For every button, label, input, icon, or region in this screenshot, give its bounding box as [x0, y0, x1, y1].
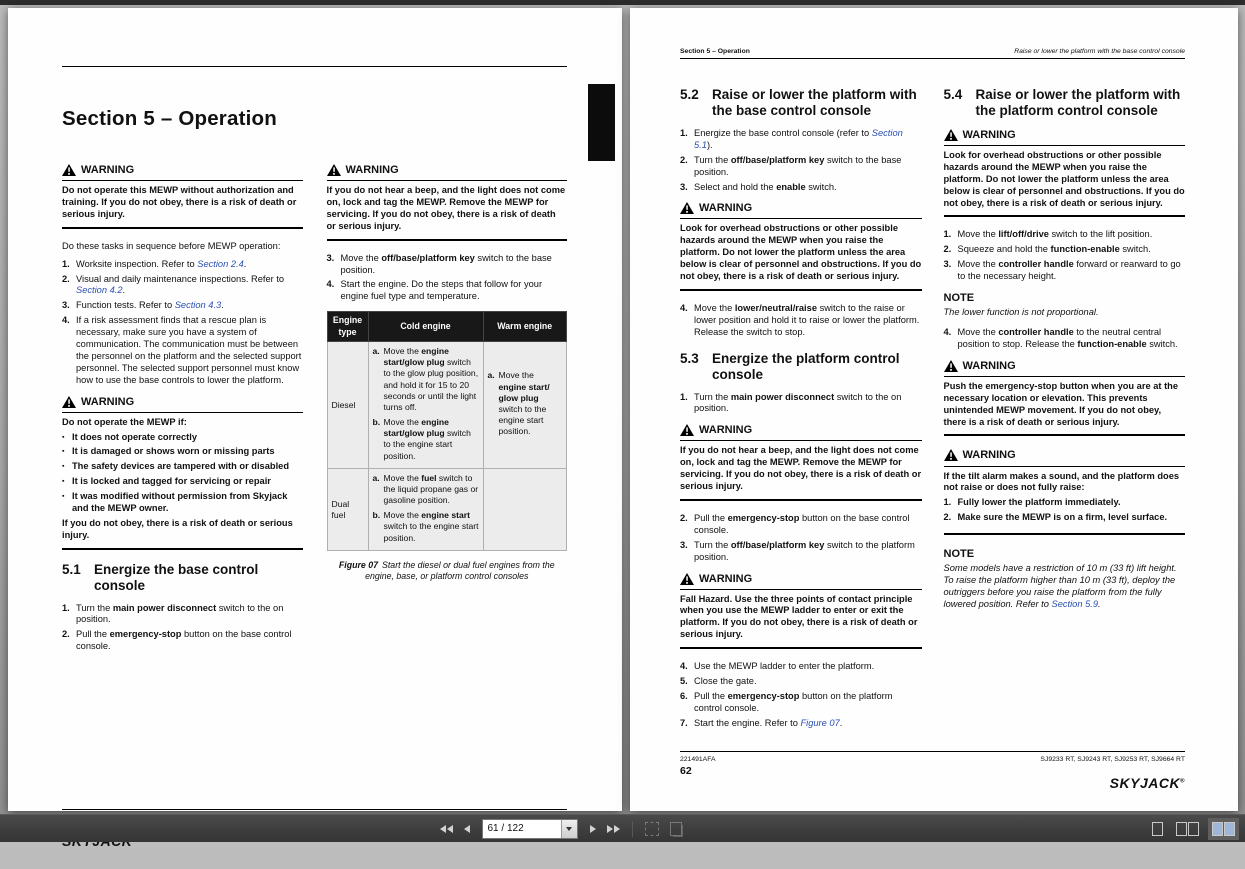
warning-icon	[944, 360, 958, 372]
step-item: 5. Close the gate.	[680, 676, 757, 687]
warning-text: Push the emergency-stop button when you are at the necessary location or elevation. This prevents unintended MEWP movement. If you do not obey, there is a risk of death or serious injury.	[944, 377, 1186, 437]
warm-engine-cell	[483, 342, 567, 469]
engine-step: b. Move the engine start switch to the engine start position.	[372, 510, 479, 543]
engine-step: a. Move the engine start/ glow plug switch to the engine start position.	[487, 370, 550, 437]
engine-start-table	[327, 311, 568, 551]
step-item: 4. Start the engine. Do the steps that follow for your engine fuel type and temperature.	[326, 279, 543, 302]
facing-pages-icon	[1188, 822, 1199, 836]
do-not-operate-list	[62, 432, 303, 515]
note-block	[944, 547, 1186, 611]
step-item: 2. Pull the emergency-stop button on the base control console.	[680, 512, 910, 535]
warning-text: Fall Hazard. Use the three points of contact principle when you use the MEWP ladder to enter or exit the platform. If you do not obey, there is a risk of death or serious injury.	[680, 590, 922, 650]
pdf-page-61	[8, 8, 622, 811]
warning-block	[680, 423, 922, 501]
facing-pages-icon	[1176, 822, 1187, 836]
warning-label: WARNING	[962, 449, 1016, 462]
engine-step: a. Move the engine start/glow plug switch to the glow plug position, and hold it for 15 to 20 seconds or until the light turns off.	[372, 346, 479, 412]
step-item: 2. Turn the off/base/platform key switch to the base position.	[680, 154, 902, 177]
heading-5-1	[62, 562, 303, 595]
raise-lower-base-steps	[680, 128, 922, 193]
snapshot-tool-button[interactable]	[641, 818, 663, 840]
engine-type-cell: Dual fuel	[327, 468, 368, 550]
task-item: 1. Worksite inspection. Refer to Section 2.4.	[62, 258, 247, 269]
warning-label: WARNING	[699, 572, 753, 585]
next-page-button[interactable]	[586, 818, 600, 840]
warning-block	[62, 163, 303, 229]
warning-label: WARNING	[81, 395, 135, 408]
warning-bullet-item: ▪ The safety devices are tampered with or disabled	[62, 461, 290, 472]
warning-block	[680, 572, 922, 650]
heading-5-2	[680, 87, 922, 120]
single-page-view-button[interactable]	[1148, 818, 1167, 840]
doc-link[interactable]: Section 4.2	[76, 285, 123, 296]
step-item: 4. Move the lower/neutral/raise switch to the raise or lower position and hold it to raise or lower the platform. Release the switch to stop.	[680, 302, 920, 337]
warning-bullet-item: ▪ It was modified without permission from Skyjack and the MEWP owner.	[62, 491, 288, 513]
energize-platform-steps-4-7	[680, 661, 922, 729]
diesel-warm-steps	[488, 370, 564, 437]
first-page-icon	[440, 825, 446, 833]
warning-icon	[62, 396, 76, 408]
engine-step: a. Move the fuel switch to the liquid propane gas or gasoline position.	[372, 472, 479, 506]
column-header-engine-type: Engine type	[327, 312, 368, 342]
facing-pages-view-button[interactable]	[1172, 818, 1203, 840]
step-item: 1. Turn the main power disconnect switch to the on position.	[680, 391, 902, 414]
header-rule	[62, 66, 567, 67]
doc-link[interactable]: Section 2.4	[197, 258, 244, 269]
task-item: 2. Visual and daily maintenance inspections. Refer to Section 4.2.	[62, 273, 285, 296]
heading-text: Raise or lower the platform with the platform control console	[975, 87, 1181, 119]
next-page-icon	[590, 825, 596, 833]
table-row-diesel	[327, 342, 567, 469]
book-view-icon	[1224, 822, 1235, 836]
warning-label: WARNING	[962, 359, 1016, 372]
note-text: Some models have a restriction of 10 m (33 ft) lift height. To raise the platform higher than 10 m (33 ft), deploy the outriggers before you raise the platform from the fully lowered position. Refer to Section 5.9.	[943, 563, 1177, 609]
warning-icon	[62, 164, 76, 176]
page61-column-2	[327, 161, 568, 661]
pdf-page-62	[630, 8, 1238, 811]
heading-number: 5.2	[680, 87, 699, 102]
warning-header	[62, 395, 303, 413]
warning-bullet-item: ▪ It is damaged or shows worn or missing parts	[62, 446, 275, 457]
step-item: 7. Start the engine. Refer to Figure 07.	[680, 717, 843, 728]
warning-intro: Do not operate the MEWP if:	[62, 416, 187, 427]
snapshot-icon	[645, 822, 659, 836]
engine-step: b. Move the engine start/glow plug switch to the engine start position.	[372, 417, 471, 461]
table-row-dual-fuel	[327, 468, 567, 550]
warning-bullet-item: ▪ It does not operate correctly	[62, 431, 198, 442]
warning-step-item: 2. Make sure the MEWP is on a firm, level surface.	[943, 512, 1168, 523]
page62-column-2	[944, 75, 1186, 738]
doc-link[interactable]: Section 5.1	[694, 127, 903, 150]
warning-step-item: 1. Fully lower the platform immediately.	[943, 497, 1121, 508]
warning-icon	[680, 202, 694, 214]
note-label: NOTE	[943, 548, 975, 561]
warning-block	[944, 128, 1186, 218]
warning-text	[944, 467, 1186, 536]
heading-text: Raise or lower the platform with the base control console	[712, 87, 917, 119]
combo-dropdown-icon[interactable]	[561, 820, 577, 838]
warning-intro: If the tilt alarm makes a sound, and the platform does not raise or does not fully raise:	[943, 470, 1180, 493]
warning-icon	[680, 573, 694, 585]
warning-label: WARNING	[962, 128, 1016, 141]
step-item: 2. Pull the emergency-stop button on the base control console.	[62, 629, 292, 652]
warning-text: If you do not hear a beep, and the light does not come on, lock and tag the MEWP. Remove the MEWP for servicing. If you do not obey, there is a risk of death or serious injury.	[680, 441, 922, 501]
footer-doc-code: 221491AFA	[680, 756, 716, 763]
skyjack-logo	[1110, 775, 1185, 791]
warning-block	[944, 448, 1186, 535]
step-item: 3. Select and hold the enable switch.	[680, 181, 837, 192]
book-view-button[interactable]	[1208, 818, 1239, 840]
section-title: Section 5 – Operation	[62, 107, 277, 130]
warning-label: WARNING	[699, 202, 753, 215]
warning-block	[944, 359, 1186, 437]
warning-text: Look for overhead obstructions or other possible hazards around the MEWP when you raise the platform. Do not lower the platform unless the area below is clear of personnel and obstructions. If you do not obey, there is a risk of death or serious injury.	[680, 219, 922, 290]
raise-lower-base-step4	[680, 303, 922, 339]
page-number-input[interactable]	[483, 820, 561, 838]
last-page-icon	[607, 825, 613, 833]
viewer-toolbar	[0, 814, 1245, 842]
warning-header	[944, 128, 1186, 146]
warning-text: Look for overhead obstructions or other possible hazards around the MEWP when you raise the platform. Do not lower the platform unless the area below is clear of personnel and obstructions. If you do not obey, there is a risk of death or serious injury.	[944, 146, 1186, 217]
warning-label: WARNING	[345, 164, 399, 176]
energize-platform-step1	[680, 392, 922, 416]
heading-number: 5.4	[943, 87, 963, 102]
doc-link[interactable]: Figure 07	[800, 717, 840, 728]
step-item: 6. Pull the emergency-stop button on the platform control console.	[680, 690, 893, 713]
warning-text: Do not operate this MEWP without authorization and training. If you do not obey, there is a risk of death or serious injury.	[62, 181, 303, 229]
raise-lower-platform-step4	[944, 327, 1186, 351]
cold-engine-cell	[368, 342, 483, 469]
warning-bullet-item: ▪ It is locked and tagged for servicing or repair	[62, 476, 271, 487]
page62-column-1	[680, 75, 922, 738]
last-page-button[interactable]	[603, 818, 624, 840]
warning-label: WARNING	[699, 424, 753, 437]
warning-header	[680, 423, 922, 441]
engine-type-cell: Diesel	[327, 342, 368, 469]
warning-text	[62, 413, 303, 550]
warning-header	[680, 572, 922, 590]
diesel-cold-steps	[373, 346, 480, 462]
page61-column-1	[62, 161, 303, 661]
step-item: 4. Use the MEWP ladder to enter the platform.	[680, 661, 875, 672]
pre-operation-task-list	[62, 259, 303, 387]
page-number: 62	[680, 765, 692, 777]
table-header-row	[327, 312, 567, 342]
running-header	[680, 8, 1185, 59]
footer-rule	[680, 751, 1185, 752]
previous-page-icon	[464, 825, 470, 833]
intro-text: Do these tasks in sequence before MEWP operation:	[62, 240, 281, 251]
heading-number: 5.3	[680, 350, 699, 366]
page62-footer	[680, 751, 1185, 791]
figure-caption	[327, 560, 568, 583]
heading-text: Energize the base control console	[94, 561, 259, 594]
last-page-icon	[614, 825, 620, 833]
figure-caption-text: Start the diesel or dual fuel engines from the engine, base, or platform control consoles	[365, 559, 555, 582]
step-item: 3. Move the off/base/platform key switch to the base position.	[326, 252, 552, 275]
doc-link[interactable]: Section 5.9	[1051, 598, 1099, 609]
running-header-topic: Raise or lower the platform with the base control console	[1014, 48, 1185, 55]
window-top-edge	[0, 0, 1245, 5]
warning-block	[327, 163, 568, 241]
engine-start-steps	[327, 253, 568, 304]
heading-text: Energize the platform control console	[712, 350, 900, 383]
copy-icon	[670, 822, 682, 836]
step-item: 1. Move the lift/off/drive switch to the lift position.	[943, 229, 1153, 240]
doc-link[interactable]: Section 4.3	[174, 300, 222, 311]
running-header-section: Section 5 – Operation	[680, 48, 750, 55]
note-text: The lower function is not proportional.	[943, 307, 1099, 318]
logo-reg-mark: ®	[1180, 778, 1185, 785]
heading-5-4	[944, 87, 1186, 120]
column-header-cold-engine: Cold engine	[368, 312, 483, 342]
warning-icon	[944, 129, 958, 141]
first-page-icon	[447, 825, 453, 833]
step-item: 3. Move the controller handle forward or rearward to go to the necessary height.	[943, 259, 1181, 282]
section-edge-tab	[588, 84, 615, 161]
note-block	[944, 291, 1186, 319]
figure-label: Figure 07	[338, 559, 378, 570]
warning-block	[680, 201, 922, 291]
footer-models: SJ9233 RT, SJ9243 RT, SJ9253 RT, SJ9664 RT	[1040, 756, 1185, 763]
note-label: NOTE	[943, 292, 975, 305]
logo-text: SKYJACK	[1109, 775, 1181, 791]
heading-5-3	[680, 351, 922, 384]
warning-header	[680, 201, 922, 219]
raise-lower-platform-steps-1-3	[944, 229, 1186, 283]
warning-header	[944, 359, 1186, 377]
energize-base-console-steps	[62, 603, 303, 654]
column-header-warm-engine: Warm engine	[483, 312, 567, 342]
task-item: 3. Function tests. Refer to Section 4.3.	[62, 300, 224, 311]
first-page-button[interactable]	[436, 818, 457, 840]
page-number-combo[interactable]	[482, 819, 578, 839]
step-item: 1. Turn the main power disconnect switch to the on position.	[62, 602, 284, 625]
warning-label: WARNING	[81, 164, 135, 176]
tilt-alarm-steps	[944, 497, 1186, 524]
warning-header	[62, 163, 303, 181]
toolbar-divider	[632, 821, 633, 837]
energize-platform-steps-2-3	[680, 513, 922, 564]
step-item: 3. Turn the off/base/platform key switch to the platform position.	[680, 539, 915, 562]
warm-engine-cell	[483, 468, 567, 550]
warning-header	[327, 163, 568, 181]
dual-fuel-cold-steps	[373, 473, 480, 544]
single-page-icon	[1152, 822, 1163, 836]
heading-number: 5.1	[62, 561, 81, 577]
footer-rule	[62, 809, 567, 810]
book-view-icon	[1212, 822, 1223, 836]
step-item: 4. Move the controller handle to the neutral central position to stop. Release the function-enable switch.	[943, 327, 1178, 349]
warning-icon	[680, 424, 694, 436]
step-item: 1. Energize the base control console (refer to Section 5.1).	[680, 127, 903, 150]
warning-text: If you do not hear a beep, and the light does not come on, lock and tag the MEWP. Remove the MEWP for servicing. If you do not obey, there is a risk of death or serious injury.	[327, 181, 568, 241]
warning-header	[944, 448, 1186, 466]
step-item: 2. Squeeze and hold the function-enable switch.	[943, 244, 1151, 255]
task-item: 4. If a risk assessment finds that a rescue plan is necessary, make sure you have a system of communication. The communication must be between the personnel on the platform and the selected support personnel. The selected support personnel must know how to use the base controls to lower the platform.	[62, 315, 302, 385]
warning-close: If you do not obey, there is a risk of death or serious injury.	[62, 517, 293, 540]
warning-icon	[944, 449, 958, 461]
cold-engine-cell	[368, 468, 483, 550]
previous-page-button[interactable]	[460, 818, 474, 840]
warning-icon	[327, 164, 341, 176]
warning-block	[62, 395, 303, 550]
copy-tool-button[interactable]	[666, 818, 686, 840]
